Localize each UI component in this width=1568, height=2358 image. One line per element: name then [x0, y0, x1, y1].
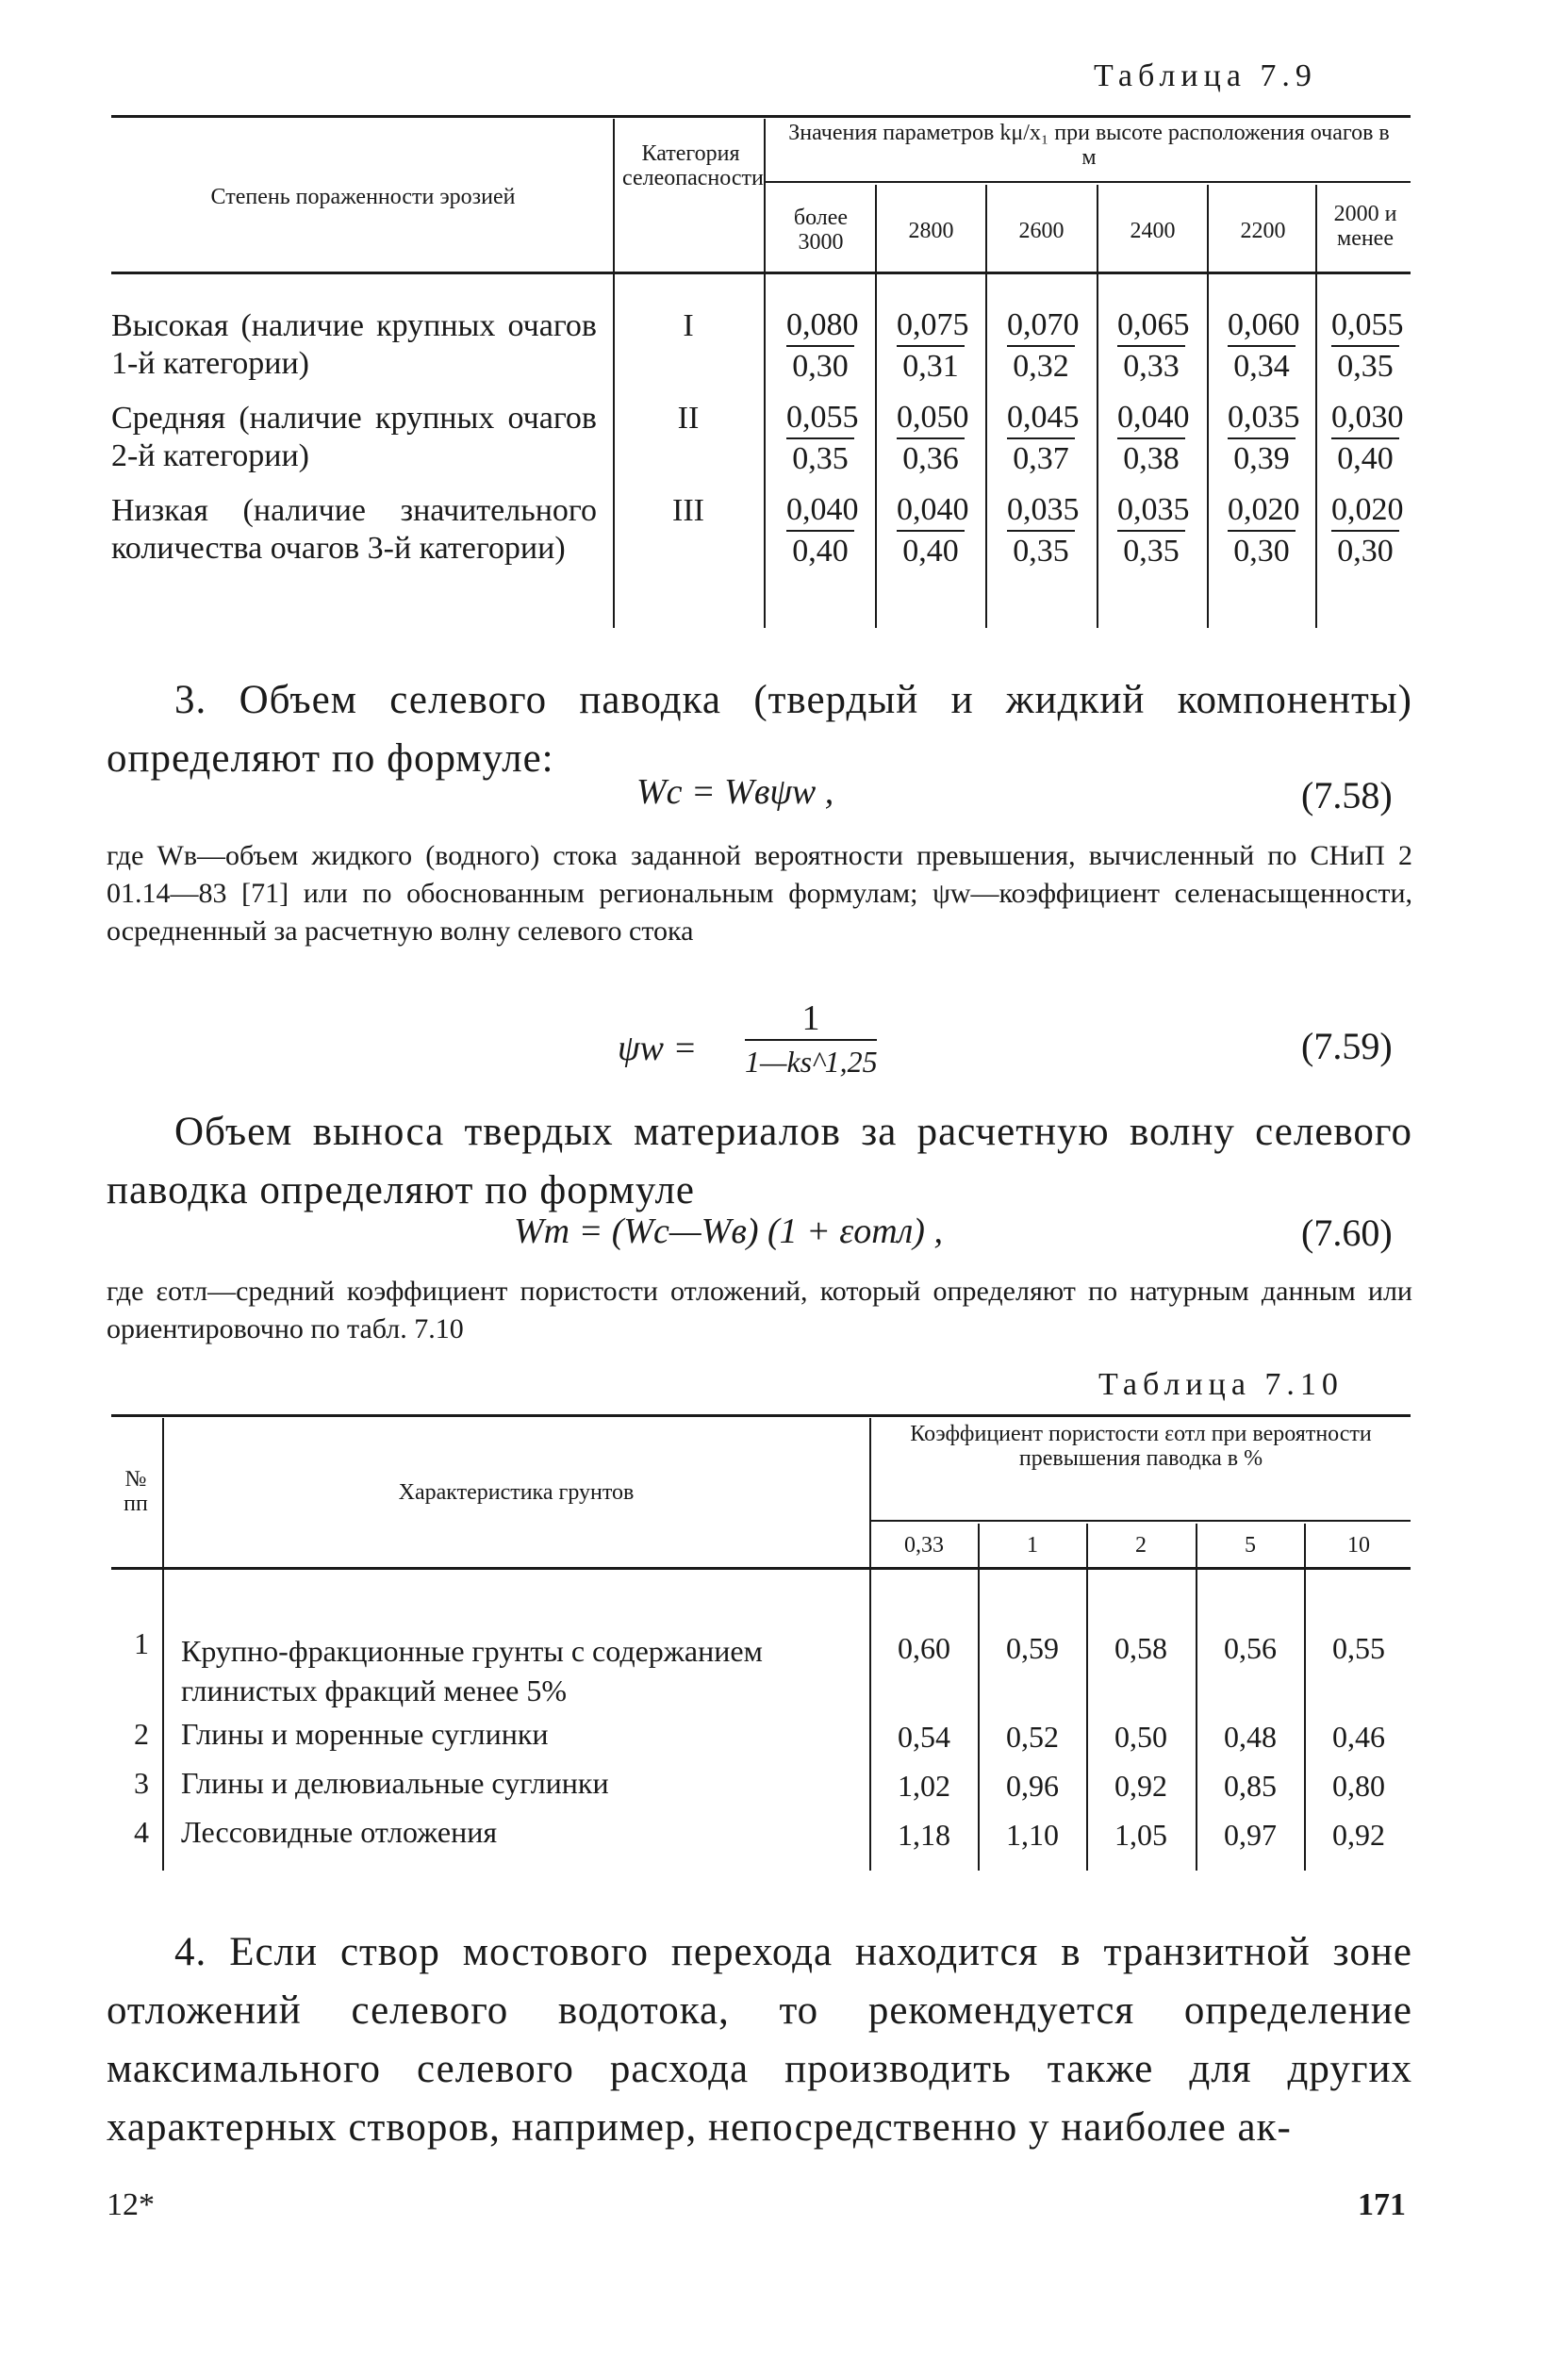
table-7-10-value: 0,60 — [898, 1631, 950, 1665]
paragraph-where-eps: где εотл—средний коэффициент пористости отложений, который определяют по натурным данным или ориентировочно по табл. 7.10 — [107, 1276, 1412, 1344]
table-7-10-soil: Лессовидные отложения — [181, 1815, 498, 1849]
equation-number-7-59: (7.59) — [1301, 1025, 1393, 1067]
table-7-9-fraction: $\frac{0,035}{0,35}$ — [1007, 492, 1080, 569]
table-7-10-vline — [869, 1418, 871, 1871]
table-7-9-fraction: $\frac{0,020}{0,30}$ — [1228, 492, 1300, 569]
header-probability: 1 — [1027, 1533, 1038, 1558]
table-7-9-vline — [1315, 185, 1317, 628]
table-7-10-row-number: 1 — [134, 1626, 149, 1660]
header-probability: 10 — [1347, 1533, 1370, 1558]
table-7-10-vline — [1086, 1524, 1088, 1871]
table-7-9-sub-rule — [764, 181, 1411, 183]
header-category: Категория селеопасности — [622, 141, 764, 190]
table-7-10-value: 1,02 — [898, 1769, 950, 1803]
table-7-10-value: 0,59 — [1006, 1631, 1059, 1665]
table-7-9-degree: Низкая (наличие значительного количества очагов 3-й категории) — [111, 493, 597, 566]
header-porosity-coefficient: Коэффициент пористости εотл при вероятности превышения паводка в % — [910, 1422, 1372, 1471]
header-height: более 3000 — [793, 206, 849, 255]
table-7-10-value: 0,97 — [1224, 1818, 1277, 1852]
table-7-9-degree: Средняя (наличие крупных очагов 2-й категории) — [111, 401, 597, 473]
table-7-10-soil: Глины и делювиальные суглинки — [181, 1766, 609, 1800]
paragraph-solid-volume: Объем выноса твердых материалов за расчетную волну селевого паводка определяют по формуле — [107, 1110, 1412, 1212]
table-7-10-vline — [1196, 1524, 1197, 1871]
table-7-10-value: 0,48 — [1224, 1720, 1277, 1754]
equation-number-7-58: (7.58) — [1301, 774, 1393, 816]
table-7-10-value: 0,85 — [1224, 1769, 1277, 1803]
table-7-9-fraction: $\frac{0,035}{0,35}$ — [1117, 492, 1190, 569]
paragraph-where-wv: где Wв—объем жидкого (водного) стока заданной вероятности превышения, вычисленный по СНиП 2 01.14—83 [71] или по обоснованным региональным формулам; ψw—коэффициент селенасыщенности, осредненный за расчетную волну селевого стока — [107, 840, 1412, 947]
table-7-9-header-rule — [111, 272, 1411, 274]
formula-7-58: Wс = Wвψw , — [636, 772, 834, 812]
signature-mark: 12* — [107, 2187, 155, 2222]
table-7-9-fraction: $\frac{0,045}{0,37}$ — [1007, 400, 1080, 476]
table-7-9-fraction: $\frac{0,030}{0,40}$ — [1331, 400, 1404, 476]
header-height: 2800 — [908, 219, 954, 243]
table-7-10-value: 1,18 — [898, 1818, 950, 1852]
formula-7-60: Wт = (Wс—Wв) (1 + εотл) , — [514, 1212, 943, 1251]
header-probability: 0,33 — [904, 1533, 944, 1558]
table-7-10-caption: Таблица 7.10 — [1098, 1367, 1344, 1402]
table-7-10-value: 1,05 — [1114, 1818, 1167, 1852]
header-height: 2000 и менее — [1333, 202, 1397, 251]
formula-7-59-numerator: 1 — [745, 998, 877, 1041]
table-7-9-fraction: $\frac{0,065}{0,33}$ — [1117, 307, 1190, 384]
table-7-10-row-number: 2 — [134, 1717, 149, 1751]
table-7-10-row-number: 3 — [134, 1766, 149, 1800]
table-7-10-value: 0,46 — [1332, 1720, 1385, 1754]
page-number: 171 — [1358, 2187, 1406, 2222]
header-erosion-degree: Степень пораженности эрозией — [210, 185, 516, 209]
table-7-10-header-rule — [111, 1567, 1411, 1570]
header-height: 2600 — [1018, 219, 1065, 243]
table-7-9-caption: Таблица 7.9 — [1094, 58, 1317, 93]
table-7-9-vline — [613, 119, 615, 628]
table-7-10-value: 0,55 — [1332, 1631, 1385, 1665]
table-7-9-vline — [1207, 185, 1209, 628]
table-7-9-fraction: $\frac{0,040}{0,40}$ — [897, 492, 969, 569]
table-7-10-vline — [162, 1418, 164, 1871]
table-7-9-fraction: $\frac{0,050}{0,36}$ — [897, 400, 969, 476]
table-7-9-top-rule — [111, 115, 1411, 118]
table-7-9-fraction: $\frac{0,040}{0,40}$ — [786, 492, 859, 569]
table-7-10-sub-rule — [869, 1520, 1411, 1522]
table-7-10-value: 0,80 — [1332, 1769, 1385, 1803]
table-7-9-degree: Высокая (наличие крупных очагов 1-й категории) — [111, 308, 597, 381]
equation-number-7-60: (7.60) — [1301, 1212, 1393, 1254]
table-7-10-value: 0,56 — [1224, 1631, 1277, 1665]
table-7-9-fraction: $\frac{0,060}{0,34}$ — [1228, 307, 1300, 384]
header-probability: 5 — [1245, 1533, 1256, 1558]
table-7-9-category: II — [677, 401, 700, 436]
header-probability: 2 — [1135, 1533, 1147, 1558]
table-7-10-vline — [1304, 1524, 1306, 1871]
table-7-9-vline — [875, 185, 877, 628]
table-7-10-row-number: 4 — [134, 1815, 149, 1849]
table-7-9-category: III — [672, 493, 704, 528]
header-height: 2400 — [1130, 219, 1176, 243]
header-parameters: Значения параметров kμ/x₁ при высоте расположения очагов в м — [788, 121, 1390, 170]
paragraph-4: 4. Если створ мостового перехода находится в транзитной зоне отложений селевого водотока, то рекомендуется определение максимального селевого расхода производить также для других характерных створов, например, непосредственно у наиболее ак- — [107, 1930, 1412, 2150]
table-7-9-fraction: $\frac{0,035}{0,39}$ — [1228, 400, 1300, 476]
formula-7-59-denominator: 1—ks^1,25 — [745, 1045, 878, 1079]
table-7-9-fraction: $\frac{0,040}{0,38}$ — [1117, 400, 1190, 476]
table-7-10-value: 0,50 — [1114, 1720, 1167, 1754]
table-7-10-value: 0,92 — [1114, 1769, 1167, 1803]
table-7-9-vline — [1097, 185, 1098, 628]
table-7-9-fraction: $\frac{0,055}{0,35}$ — [1331, 307, 1404, 384]
formula-7-59-lhs: ψw = — [618, 1029, 698, 1068]
table-7-10-value: 1,10 — [1006, 1818, 1059, 1852]
table-7-10-value: 0,96 — [1006, 1769, 1059, 1803]
table-7-9-fraction: $\frac{0,020}{0,30}$ — [1331, 492, 1404, 569]
table-7-10-soil: Крупно-фракционные грунты с содержанием глинистых фракций менее 5% — [181, 1634, 763, 1707]
paragraph-3: 3. Объем селевого паводка (твердый и жидкий компоненты) определяют по формуле: — [107, 678, 1412, 781]
table-7-10-top-rule — [111, 1414, 1411, 1417]
table-7-9-fraction: $\frac{0,080}{0,30}$ — [786, 307, 859, 384]
table-7-10-vline — [978, 1524, 980, 1871]
table-7-9-fraction: $\frac{0,075}{0,31}$ — [897, 307, 969, 384]
header-height: 2200 — [1240, 219, 1286, 243]
table-7-9-vline — [985, 185, 987, 628]
table-7-10-value: 0,52 — [1006, 1720, 1059, 1754]
table-7-10-value: 0,58 — [1114, 1631, 1167, 1665]
table-7-10-value: 0,54 — [898, 1720, 950, 1754]
table-7-9-fraction: $\frac{0,055}{0,35}$ — [786, 400, 859, 476]
table-7-9-category: I — [683, 308, 694, 343]
table-7-9-fraction: $\frac{0,070}{0,32}$ — [1007, 307, 1080, 384]
table-7-10-soil: Глины и моренные суглинки — [181, 1717, 549, 1751]
table-7-10-value: 0,92 — [1332, 1818, 1385, 1852]
header-soil-characteristics: Характеристика грунтов — [398, 1480, 635, 1505]
table-7-9-vline — [764, 119, 766, 628]
header-number: № пп — [124, 1467, 148, 1516]
